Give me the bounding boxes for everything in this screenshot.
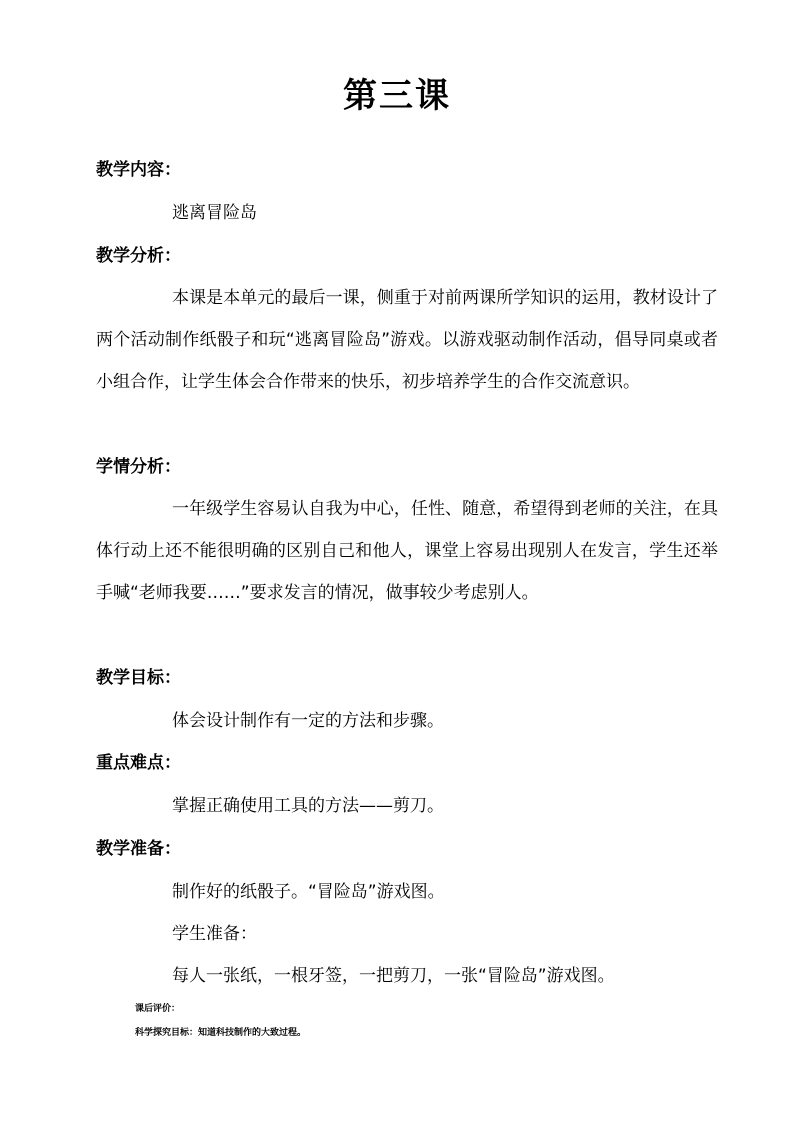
heading-teaching-goals: 教学目标： <box>96 668 181 688</box>
student-preparation-label: 学生准备： <box>172 924 257 944</box>
page-title: 第三课 <box>343 76 451 116</box>
teaching-analysis-paragraph: 本课是本单元的最后一课，侧重于对前两课所学知识的运用，教材设计了两个活动制作纸骰子和玩“逃离冒险岛”游戏。以游戏驱动制作活动，倡导同桌或者小组合作，让学生体会合作带来的快乐，初步培养学生的合作交流意识。 <box>96 288 718 392</box>
teacher-preparation-text: 制作好的纸骰子。“冒险岛”游戏图。 <box>172 882 445 902</box>
heading-key-points: 重点难点： <box>96 753 181 773</box>
heading-teaching-content: 教学内容： <box>96 160 181 180</box>
footer-evaluation-label: 课后评价： <box>135 1004 181 1014</box>
teaching-content-text: 逃离冒险岛 <box>172 203 257 223</box>
student-analysis-paragraph: 一年级学生容易认自我为中心，任性、随意，希望得到老师的关注，在具体行动上还不能很明确的区别自己和他人，课堂上容易出现别人在发言，学生还举手喊“老师我要……”要求发言的情况，做事较少考虑别人。 <box>96 499 718 603</box>
footer-science-goal: 科学探究目标：知道科技制作的大致过程。 <box>135 1028 307 1038</box>
heading-teaching-analysis: 教学分析： <box>96 246 181 266</box>
heading-student-analysis: 学情分析： <box>96 457 181 477</box>
teaching-goals-text: 体会设计制作有一定的方法和步骤。 <box>172 711 444 731</box>
student-preparation-text: 每人一张纸，一根牙签，一把剪刀，一张“冒险岛”游戏图。 <box>172 966 615 986</box>
heading-teaching-preparation: 教学准备： <box>96 839 181 859</box>
key-points-text: 掌握正确使用工具的方法——剪刀。 <box>172 796 444 816</box>
